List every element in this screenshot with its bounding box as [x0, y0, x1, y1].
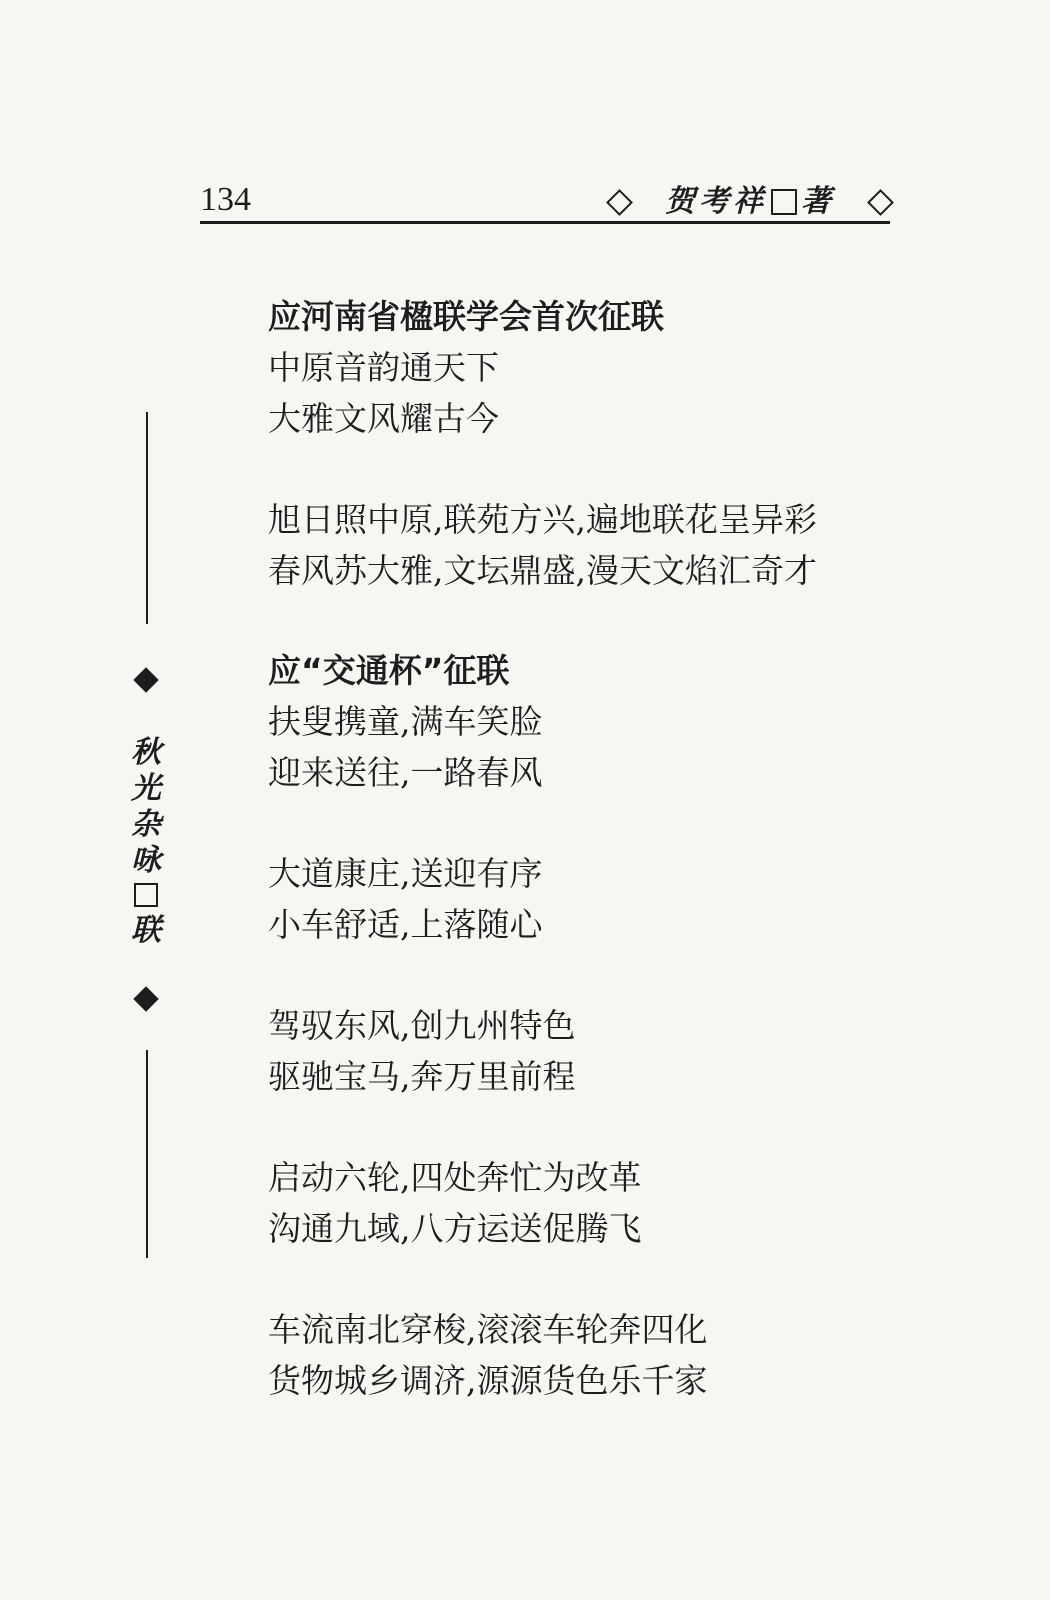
header-author: 贺考祥 — [665, 184, 767, 219]
couplet-line: 小车舒适,上落随心 — [268, 905, 543, 944]
couplet-line: 大道康庄,送迎有序 — [268, 854, 543, 893]
couplet-line: 货物城乡调济,源源货色乐千家 — [268, 1361, 708, 1400]
diamond-outline-icon — [606, 189, 633, 216]
section-title: 应河南省楹联学会首次征联 — [268, 297, 664, 336]
couplet-line: 启动六轮,四处奔忙为改革 — [268, 1158, 642, 1197]
section-title: 应“交通杯”征联 — [268, 651, 510, 690]
couplet-line: 大雅文风耀古今 — [268, 399, 499, 438]
couplet-line: 迎来送往,一路春风 — [268, 753, 543, 792]
diamond-filled-icon — [133, 986, 158, 1011]
header-role: 著 — [801, 184, 835, 219]
side-title-char: 咏 — [131, 843, 161, 878]
couplet-line: 扶叟携童,满车笑脸 — [268, 702, 543, 741]
square-separator-icon — [771, 189, 797, 215]
couplet-line: 沟通九域,八方运送促腾飞 — [268, 1209, 642, 1248]
couplet-line: 驱驰宝马,奔万里前程 — [268, 1057, 576, 1096]
side-title — [126, 735, 166, 949]
diamond-outline-icon — [867, 189, 894, 216]
couplet-line: 旭日照中原,联苑方兴,遍地联花呈异彩 — [268, 500, 817, 539]
side-title-char: 杂 — [131, 807, 161, 842]
running-header — [610, 182, 890, 222]
side-rule-bottom — [146, 1050, 148, 1258]
diamond-filled-icon — [133, 667, 158, 692]
side-title-char: 光 — [131, 771, 161, 806]
couplet-line: 中原音韵通天下 — [268, 348, 499, 387]
square-separator-icon — [134, 883, 158, 907]
header-rule — [200, 221, 890, 224]
side-rule-top — [146, 412, 148, 624]
side-title-char: 秋 — [131, 735, 161, 770]
side-title-char: 联 — [131, 913, 161, 948]
couplet-line: 车流南北穿梭,滚滚车轮奔四化 — [268, 1310, 708, 1349]
page-number: 134 — [200, 181, 251, 218]
couplet-line: 驾驭东风,创九州特色 — [268, 1006, 576, 1045]
page-body — [268, 292, 908, 1406]
couplet-line: 春风苏大雅,文坛鼎盛,漫天文焰汇奇才 — [268, 551, 817, 590]
